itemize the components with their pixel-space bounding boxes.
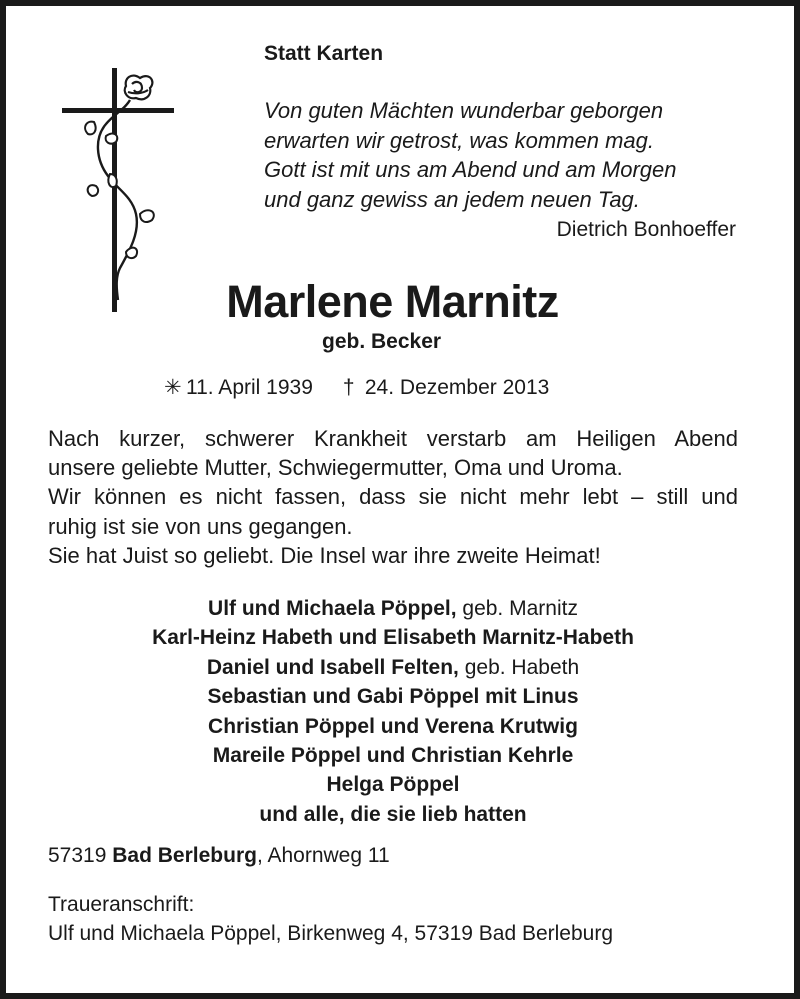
birth-date: 11. April 1939: [186, 376, 313, 399]
deceased-name: Marlene Marnitz: [226, 276, 559, 327]
family-entry: Helga Pöppel: [326, 773, 460, 797]
family-entry: Ulf und Michaela Pöppel, geb. Marnitz: [208, 597, 578, 620]
text-line: ruhig ist sie von uns gegangen.: [48, 513, 353, 539]
family-list: [0, 594, 800, 829]
poem-line: und ganz gewiss an jedem neuen Tag.: [264, 186, 640, 212]
address-city: Bad Berleburg: [112, 844, 257, 867]
family-entry: Mareile Pöppel und Christian Kehrle: [212, 744, 574, 768]
text-line: unsere geliebte Mutter, Schwiegermutter, Oma und Uroma.: [48, 455, 623, 481]
poem-line: erwarten wir getrost, was kommen mag.: [264, 127, 655, 153]
announcement-text: [48, 424, 738, 570]
death-date: 24. Dezember 2013: [364, 376, 550, 399]
poem-line: Von guten Mächten wunderbar geborgen: [264, 98, 664, 123]
birth-star-icon: ✳: [164, 376, 182, 399]
mourning-address: [48, 890, 613, 948]
family-entry: Karl-Heinz Habeth und Elisabeth Marnitz-Habeth: [152, 626, 634, 650]
text-line: Wir können es nicht fassen, dass sie nicht mehr lebt – still und: [48, 484, 738, 510]
deceased-name-wrapper: [0, 276, 800, 328]
text-line: Nach kurzer, schwerer Krankheit verstarb am Heiligen Abend: [48, 426, 738, 451]
life-dates: [164, 375, 549, 400]
poem-author: Dietrich Bonhoeffer: [556, 218, 736, 241]
family-entry: Christian Pöppel und Verena Krutwig: [208, 714, 578, 738]
family-entry: Sebastian und Gabi Pöppel mit Linus: [207, 685, 579, 709]
address-street: , Ahornweg 11: [256, 844, 390, 867]
heading-statt-karten: Statt Karten: [264, 42, 384, 65]
poem-line: Gott ist mit uns am Abend und am Morgen: [264, 157, 677, 182]
family-entry: Daniel und Isabell Felten, geb. Habeth: [206, 655, 580, 679]
death-cross-icon: †: [342, 376, 355, 399]
mourning-address-line: Ulf und Michaela Pöppel, Birkenweg 4, 57319 Bad Berleburg: [48, 922, 614, 945]
residence-address: [48, 844, 390, 868]
text-line: Sie hat Juist so geliebt. Die Insel war ihre zweite Heimat!: [48, 542, 601, 568]
address-zip: 57319: [48, 844, 107, 867]
mourning-address-label: Traueranschrift:: [48, 893, 195, 916]
poem: [264, 96, 677, 214]
family-entry: und alle, die sie lieb hatten: [259, 802, 527, 826]
maiden-name: geb. Becker: [322, 330, 442, 353]
